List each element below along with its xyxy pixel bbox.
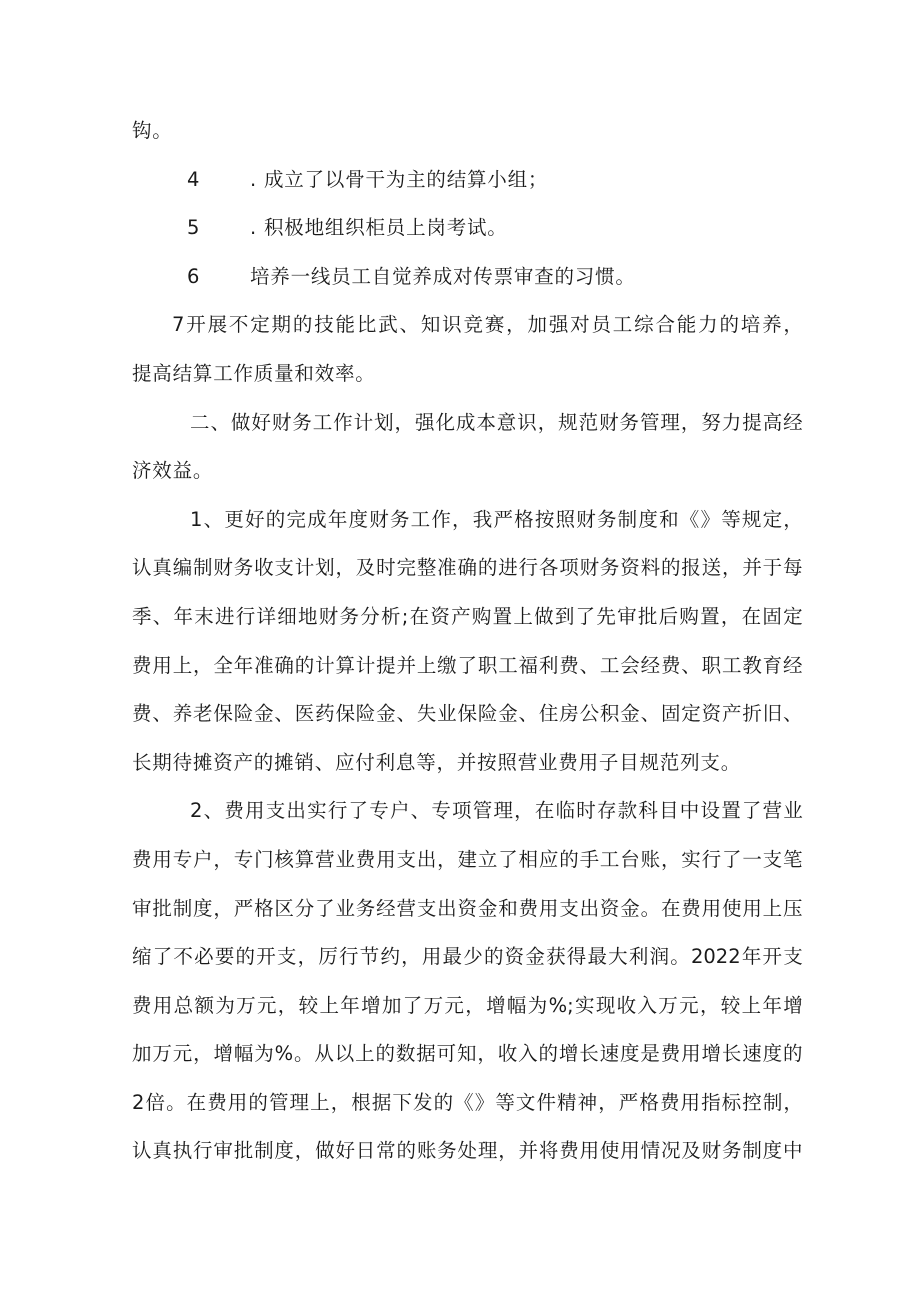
list-text: . 积极地组织柜员上岗考试。 xyxy=(250,216,508,240)
list-number: 5 xyxy=(187,216,200,240)
list-number: 6 xyxy=(187,264,200,288)
text-line: 济效益。 xyxy=(132,459,214,483)
text-line: 认 真 编 制 财 务 收 支 计 划 ， 及 时 完 整 准 确 的 进 行 各 项 财 务 资 料 的 报 送 ， 并 于 每 xyxy=(132,556,803,580)
list-line xyxy=(132,156,803,205)
text-line: 2 倍 。 在 费 用 的 管 理 上 ， 根 据 下 发 的 《 》 等 文 件 精 神 ， 严 格 费 用 指 标 控 制 ， xyxy=(132,1090,803,1114)
list-line xyxy=(132,204,803,253)
list-line xyxy=(132,253,803,302)
document-text xyxy=(132,107,803,1176)
text-line: 认 真 执 行 审 批 制 度 ， 做 好 日 常 的 账 务 处 理 ， 并 将 费 用 使 用 情 况 及 财 务 制 度 中 xyxy=(132,1139,803,1163)
text-line: 提高结算工作质量和效率。 xyxy=(132,361,376,385)
text-line: 审 批 制 度 ， 严 格 区 分 了 业 务 经 营 支 出 资 金 和 费 用 支 出 资 金 。 在 费 用 使 用 上 压 xyxy=(132,896,803,920)
text-line: 费 用 上 ， 全 年 准 确 的 计 算 计 提 并 上 缴 了 职 工 福 利 费 、 工 会 经 费 、 职 工 教 育 经 xyxy=(132,653,803,677)
text-line: 费 用 总 额 为 万 元 ， 较 上 年 增 加 了 万 元 ， 增 幅 为 %; 实 现 收 入 万 元 ， 较 上 年 增 xyxy=(132,993,803,1017)
text-line: 1 、 更 好 的 完 成 年 度 财 务 工 作 ， 我 严 格 按 照 财 务 制 度 和 《 》 等 规 定 ， xyxy=(190,507,803,531)
list-text: . 成立了以骨干为主的结算小组； xyxy=(250,167,549,191)
text-line: 二 、 做 好 财 务 工 作 计 划 ， 强 化 成 本 意 识 ， 规 范 财 务 管 理 ， 努 力 提 高 经 xyxy=(190,410,803,434)
text-line: 费 用 专 户 ， 专 门 核 算 营 业 费 用 支 出 ， 建 立 了 相 应 的 手 工 台 账 ， 实 行 了 一 支 笔 xyxy=(132,847,803,871)
list-number: 4 xyxy=(187,167,200,191)
text-line: 费 、 养 老 保 险 金 、 医 药 保 险 金 、 失 业 保 险 金 、 住 房 公 积 金 、 固 定 资 产 折 旧 、 xyxy=(132,702,803,726)
text-line: 加 万 元 ， 增 幅 为 % 。 从 以 上 的 数 据 可 知 ， 收 入 的 增 长 速 度 是 费 用 增 长 速 度 的 xyxy=(132,1042,803,1066)
text-line: 2 、 费 用 支 出 实 行 了 专 户 、 专 项 管 理 ， 在 临 时 存 款 科 目 中 设 置 了 营 业 xyxy=(190,799,803,823)
text-line: 长期待摊资产的摊销、应付利息等，并按照营业费用子目规范列支。 xyxy=(132,750,742,774)
text-line: 季 、 年 末 进 行 详 细 地 财 务 分 析 ; 在 资 产 购 置 上 做 到 了 先 审 批 后 购 置 ， 在 固 定 xyxy=(132,604,803,628)
text-line: 7 开 展 不 定 期 的 技 能 比 武 、 知 识 竞 赛 ， 加 强 对 员 工 综 合 能 力 的 培 养 ， xyxy=(172,313,803,337)
text-line: 钩。 xyxy=(132,119,173,142)
list-text: 培养一线员工自觉养成对传票审查的习惯。 xyxy=(250,264,636,288)
text-line: 缩 了 不 必 要 的 开 支 ， 厉 行 节 约 ， 用 最 少 的 资 金 获 得 最 大 利 润 。 2022 年 开 支 xyxy=(132,945,803,969)
